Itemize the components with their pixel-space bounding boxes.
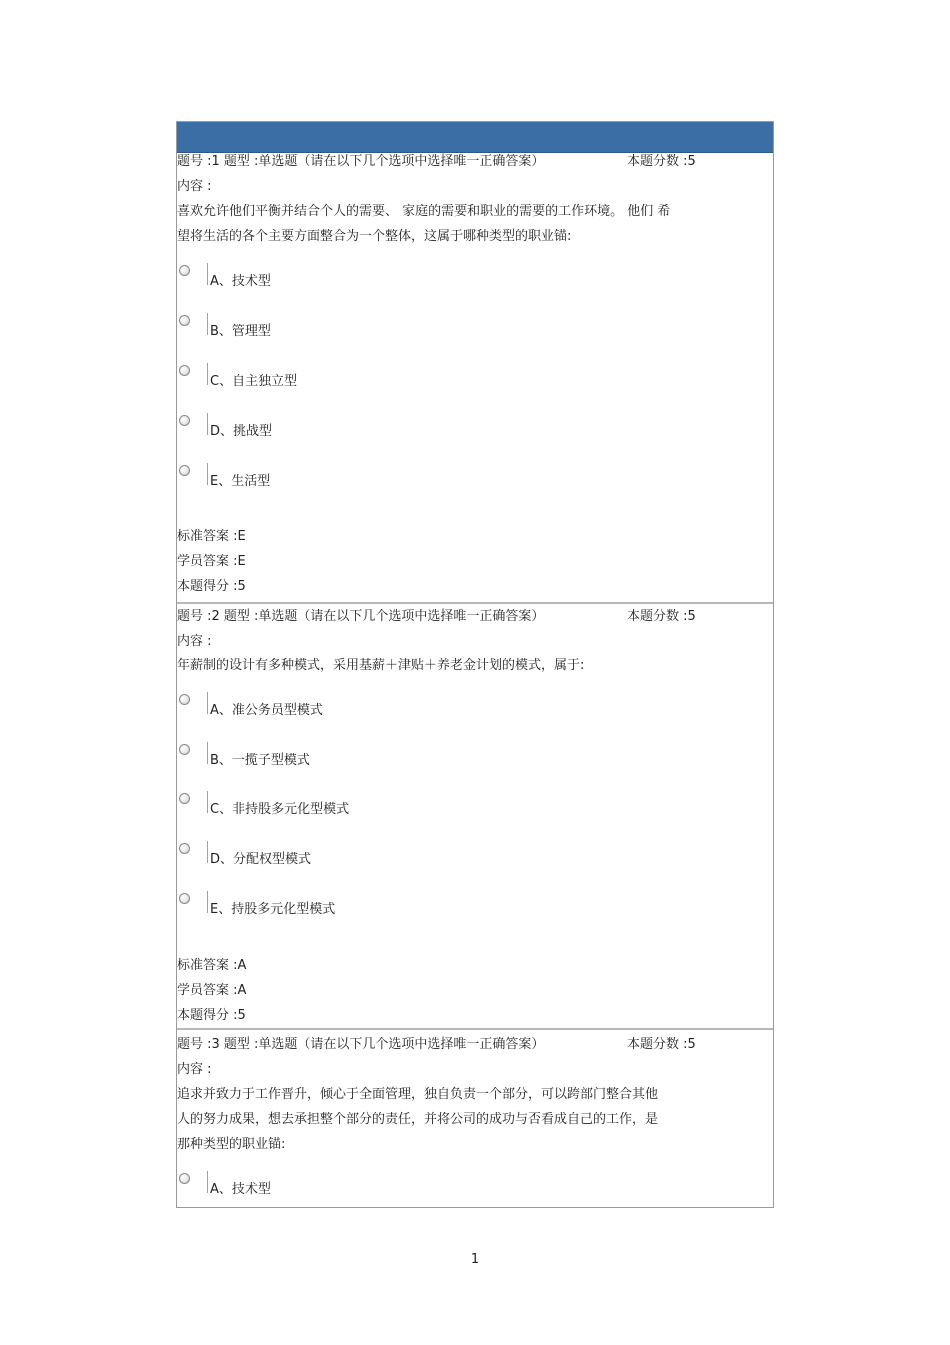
- radio-icon[interactable]: [179, 893, 190, 904]
- content-label: 内容 :: [177, 634, 212, 649]
- question-meta: 题号 :2 题型 :单选题（请在以下几个选项中选择唯一正确答案）: [177, 609, 545, 624]
- option-label: D、挑战型: [210, 424, 273, 439]
- content-line: 年薪制的设计有多种模式，采用基薪＋津贴＋养老金计划的模式，属于:: [177, 658, 585, 673]
- question-2: [177, 602, 773, 1030]
- divider: [207, 742, 208, 764]
- student-answer: 学员答案 :A: [177, 983, 247, 998]
- earned-score: 本题得分 :5: [177, 579, 246, 594]
- earned-score: 本题得分 :5: [177, 1008, 246, 1023]
- question-score: 本题分数 :5: [627, 609, 696, 624]
- option-label: C、自主独立型: [210, 374, 298, 389]
- option-label: E、持股多元化型模式: [210, 902, 336, 917]
- content-label: 内容 :: [177, 179, 212, 194]
- radio-icon[interactable]: [179, 465, 190, 476]
- standard-answer: 标准答案 :E: [177, 529, 246, 544]
- divider: [207, 841, 208, 863]
- radio-icon[interactable]: [179, 694, 190, 705]
- option-label: A、技术型: [210, 1182, 271, 1197]
- question-score: 本题分数 :5: [627, 154, 696, 169]
- divider: [207, 313, 208, 335]
- question-meta: 题号 :3 题型 :单选题（请在以下几个选项中选择唯一正确答案）: [177, 1037, 545, 1052]
- radio-icon[interactable]: [179, 365, 190, 376]
- radio-icon[interactable]: [179, 315, 190, 326]
- question-3: [177, 1028, 773, 1207]
- question-1: [177, 152, 773, 602]
- divider: [207, 463, 208, 485]
- option-label: E、生活型: [210, 474, 271, 489]
- content-line: 人的努力成果，想去承担整个部分的责任，并将公司的成功与否看成自己的工作，是: [177, 1112, 659, 1127]
- divider: [207, 363, 208, 385]
- option-label: A、技术型: [210, 274, 271, 289]
- divider: [207, 413, 208, 435]
- student-answer: 学员答案 :E: [177, 554, 246, 569]
- option-label: B、一揽子型模式: [210, 753, 310, 768]
- divider: [207, 791, 208, 813]
- radio-icon[interactable]: [179, 415, 190, 426]
- divider: [207, 1171, 208, 1193]
- header-bar: [177, 122, 773, 153]
- standard-answer: 标准答案 :A: [177, 958, 247, 973]
- radio-icon[interactable]: [179, 265, 190, 276]
- radio-icon[interactable]: [179, 744, 190, 755]
- page-number: 1: [470, 1252, 480, 1267]
- divider: [207, 263, 208, 285]
- radio-icon[interactable]: [179, 843, 190, 854]
- radio-icon[interactable]: [179, 1173, 190, 1184]
- option-label: B、管理型: [210, 324, 271, 339]
- question-score: 本题分数 :5: [627, 1037, 696, 1052]
- option-label: D、分配权型模式: [210, 852, 312, 867]
- divider: [207, 692, 208, 714]
- exam-results-frame: [176, 121, 774, 1208]
- option-label: C、非持股多元化型模式: [210, 802, 350, 817]
- option-label: A、准公务员型模式: [210, 703, 323, 718]
- content-line: 望将生活的各个主要方面整合为一个整体，这属于哪种类型的职业锚:: [177, 229, 572, 244]
- divider: [207, 891, 208, 913]
- radio-icon[interactable]: [179, 793, 190, 804]
- content-line: 追求并致力于工作晋升，倾心于全面管理，独自负责一个部分，可以跨部门整合其他: [177, 1087, 659, 1102]
- question-meta: 题号 :1 题型 :单选题（请在以下几个选项中选择唯一正确答案）: [177, 154, 545, 169]
- content-line: 喜欢允许他们平衡并结合个人的需要、 家庭的需要和职业的需要的工作环境。 他们 希: [177, 204, 671, 219]
- content-line: 那种类型的职业锚:: [177, 1137, 286, 1152]
- content-label: 内容 :: [177, 1062, 212, 1077]
